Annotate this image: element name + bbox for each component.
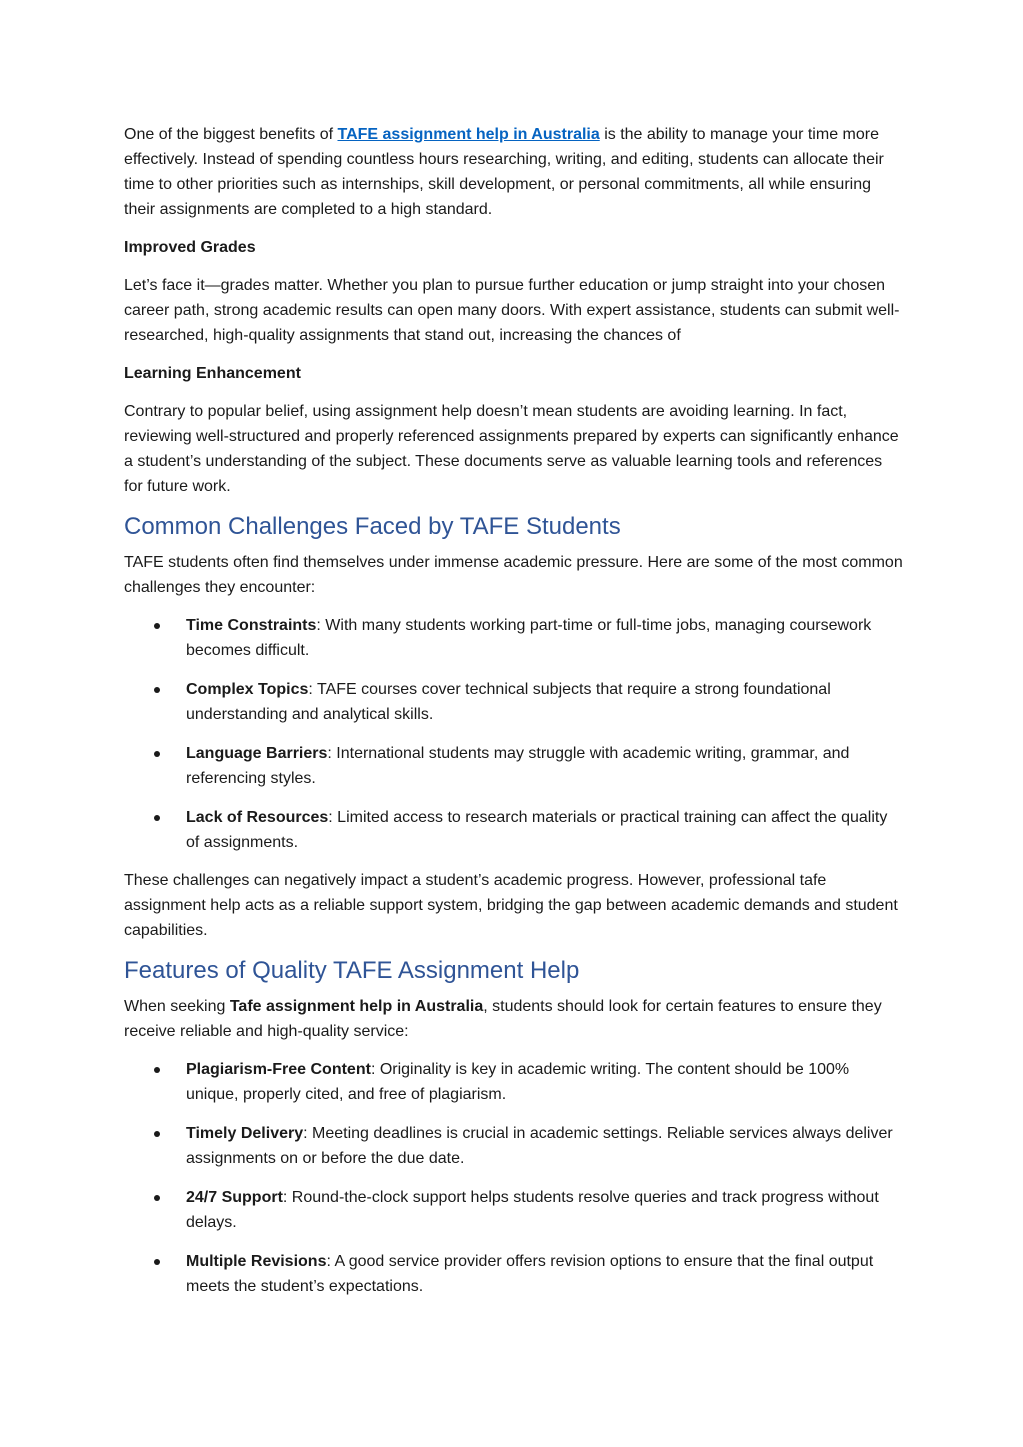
learning-enhancement-paragraph: Contrary to popular belief, using assignment help doesn’t mean students are avoiding learning. In fact, reviewing well-structured and properly referenced assignments prepared by experts can significantly enhance a student’s understanding of the subject. These documents serve as valuable learning tools and references for future work. — [124, 403, 899, 495]
feature-item-plagiarism-free — [124, 1057, 904, 1107]
features-intro-paragraph — [124, 994, 904, 1044]
feature-text: : A good service provider offers revision options to ensure that the final output meets the student’s expectations. — [186, 1253, 874, 1295]
challenge-text: : Limited access to research materials or practical training can affect the quality of assignments. — [186, 809, 888, 851]
features-intro-before: When seeking — [124, 998, 230, 1015]
bullet-icon — [154, 1131, 160, 1137]
feature-text: : Round-the-clock support helps students resolve queries and track progress without delays. — [186, 1189, 879, 1231]
intro-text-after-link: is the ability to manage your time more effectively. Instead of spending countless hours researching, writing, and editing, students can allocate their time to other priorities such as internships, skill development, or personal commitments, all while ensuring their assignments are completed to a high standard. — [124, 126, 884, 218]
bullet-icon — [154, 1259, 160, 1265]
improved-grades-paragraph: Let’s face it—grades matter. Whether you plan to pursue further education or jump straight into your chosen career path, strong academic results can open many doors. With expert assistance, students can submit well-researched, high-quality assignments that stand out, increasing the chances of — [124, 277, 900, 344]
challenges-list — [124, 613, 904, 855]
intro-paragraph — [124, 122, 904, 222]
bullet-icon — [154, 815, 160, 821]
challenge-text: : TAFE courses cover technical subjects that require a strong foundational understanding and analytical skills. — [186, 681, 831, 723]
bullet-icon — [154, 751, 160, 757]
challenges-section-title: Common Challenges Faced by TAFE Students — [124, 513, 621, 540]
features-section-title: Features of Quality TAFE Assignment Help — [124, 957, 580, 984]
challenge-term: Lack of Resources — [186, 809, 329, 826]
challenge-item-time-constraints — [124, 613, 904, 663]
feature-term: Timely Delivery — [186, 1125, 304, 1142]
challenge-item-complex-topics — [124, 677, 904, 727]
bullet-icon — [154, 623, 160, 629]
challenge-item-lack-of-resources — [124, 805, 904, 855]
intro-text-before-link: One of the biggest benefits of — [124, 126, 338, 143]
improved-grades-heading: Improved Grades — [124, 239, 256, 256]
tafe-assignment-help-link[interactable]: TAFE assignment help in Australia — [337, 126, 600, 143]
feature-term: 24/7 Support — [186, 1189, 283, 1206]
challenge-term: Complex Topics — [186, 681, 309, 698]
feature-term: Multiple Revisions — [186, 1253, 327, 1270]
feature-item-24-7-support — [124, 1185, 904, 1235]
feature-item-multiple-revisions — [124, 1249, 904, 1299]
feature-text: : Meeting deadlines is crucial in academic settings. Reliable services always deliver assignments on or before the due date. — [186, 1125, 893, 1167]
challenges-intro-paragraph: TAFE students often find themselves under immense academic pressure. Here are some of the most common challenges they encounter: — [124, 554, 903, 596]
feature-text: : Originality is key in academic writing. The content should be 100% unique, properly cited, and free of plagiarism. — [186, 1061, 850, 1103]
feature-term: Plagiarism-Free Content — [186, 1061, 371, 1078]
bullet-icon — [154, 687, 160, 693]
challenges-conclusion-paragraph: These challenges can negatively impact a student’s academic progress. However, professional tafe assignment help acts as a reliable support system, bridging the gap between academic demands and student capabilities. — [124, 872, 898, 939]
document-page — [124, 122, 904, 1312]
feature-item-timely-delivery — [124, 1121, 904, 1171]
bullet-icon — [154, 1195, 160, 1201]
challenge-text: : With many students working part-time or full-time jobs, managing coursework becomes difficult. — [186, 617, 872, 659]
bullet-icon — [154, 1067, 160, 1073]
challenge-text: : International students may struggle with academic writing, grammar, and referencing styles. — [186, 745, 850, 787]
learning-enhancement-heading: Learning Enhancement — [124, 365, 301, 382]
features-intro-after: , students should look for certain features to ensure they receive reliable and high-quality service: — [124, 998, 882, 1040]
challenge-term: Language Barriers — [186, 745, 328, 762]
challenge-term: Time Constraints — [186, 617, 317, 634]
features-intro-bold: Tafe assignment help in Australia — [229, 998, 484, 1015]
features-list — [124, 1057, 904, 1299]
challenge-item-language-barriers — [124, 741, 904, 791]
